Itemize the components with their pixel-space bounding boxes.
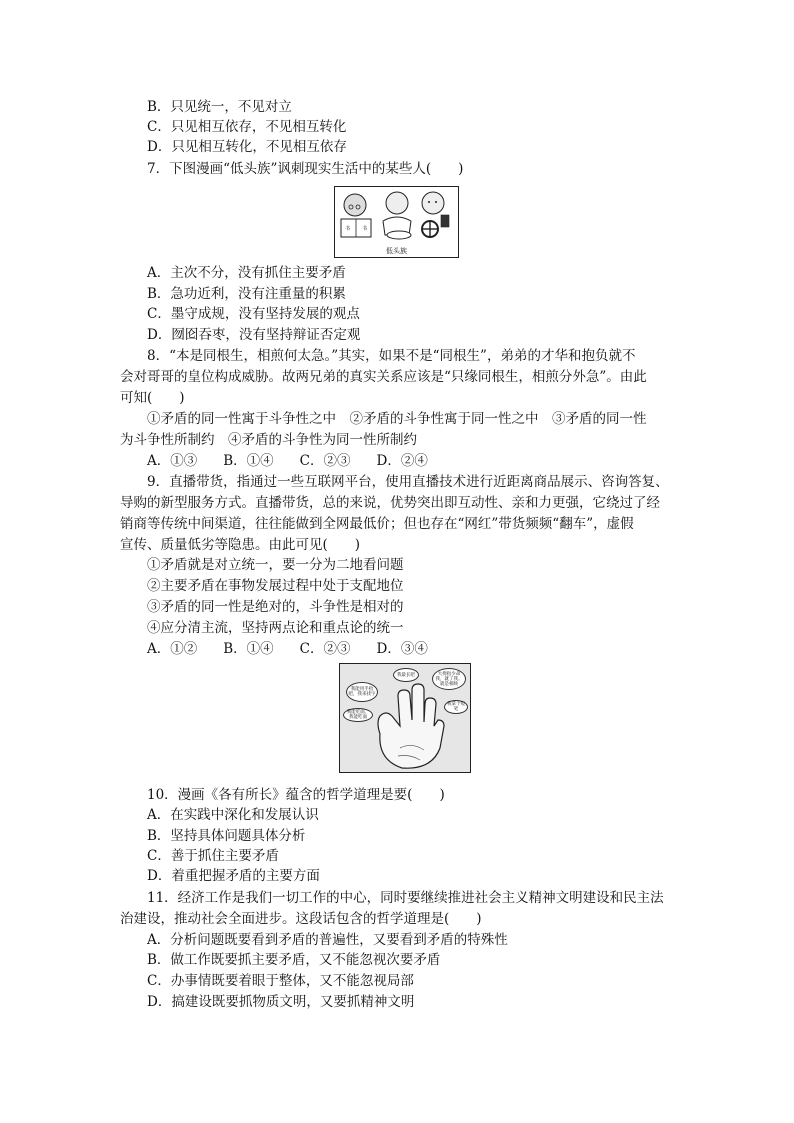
q7-option-c: C．墨守成规，没有坚持发展的观点 xyxy=(147,306,360,322)
q10-option-c: C．善于抓住主要矛盾 xyxy=(147,848,279,864)
q11-option-b: B．做工作既要抓主要矛盾，又不能忽视次要矛盾 xyxy=(147,952,441,968)
speech-bubble-middle: 我最长吧 xyxy=(393,668,419,682)
q9-item-3: ③矛盾的同一性是绝对的，斗争性是相对的 xyxy=(147,599,404,615)
q6-option-c: C．只见相互依存，不见相互转化 xyxy=(147,119,347,135)
q8-choice-d: D．②④ xyxy=(376,453,428,469)
book-label-right: 书 xyxy=(362,226,368,232)
q9-choices xyxy=(147,639,454,659)
q9-stem-line2: 导购的新型服务方式。直播带货，总的来说，优势突出即互动性、亲和力更强，它绕过了经 xyxy=(120,495,660,511)
q9-stem-line3: 销商等传统中间渠道，往往能做到全网最低价；但也存在“网红”带货频频“翻车”，虚假 xyxy=(120,516,634,532)
q8-items-line1: ①矛盾的同一性寓于斗争性之中 ②矛盾的斗争性寓于同一性之中 ③矛盾的同一性 xyxy=(147,411,647,427)
q9-stem-line1: 9．直播带货，指通过一些互联网平台，使用直播技术进行近距离商品展示、咨询答复、 xyxy=(147,474,669,490)
q9-item-4: ④应分清主流，坚持两点论和重点论的统一 xyxy=(147,620,404,636)
q11-option-d: D．搞建设既要抓物质文明，又要抓精神文明 xyxy=(147,994,415,1010)
q7-option-a: A．主次不分，没有抓住主要矛盾 xyxy=(147,265,346,281)
q8-stem-line1: 8．“本是同根生，相煎何太急。”其实，如果不是“同根生”，弟弟的才华和抱负就不 xyxy=(147,348,636,364)
q7-stem: 7．下图漫画“低头族”讽刺现实生活中的某些人( ) xyxy=(147,161,464,177)
each-has-strengths-cartoon xyxy=(339,663,471,773)
q11-stem-line1: 11．经济工作是我们一切工作的中心，同时要继续推进社会主义精神文明建设和民主法 xyxy=(147,890,664,906)
speech-bubble-thumb: 大拇指少命我，就了我。就是相映 xyxy=(432,668,466,690)
q8-choices xyxy=(147,451,454,471)
q9-stem-line4: 宣传、质量低劣等隐患。由此可见( ) xyxy=(120,537,361,553)
q10-option-d: D．着重把握矛盾的主要方面 xyxy=(147,868,320,884)
q10-stem: 10．漫画《各有所长》蕴含的哲学道理是要( ) xyxy=(147,787,445,803)
q10-option-b: B．坚持具体问题具体分析 xyxy=(147,828,306,844)
q9-choice-d: D．③④ xyxy=(376,641,428,657)
book-label-left: 书 xyxy=(345,226,351,232)
speech-bubble-ring: 我能吃面，我能吃面 xyxy=(343,708,373,722)
q8-stem-line3: 可知( ) xyxy=(120,390,185,406)
q9-choice-c: C．②③ xyxy=(299,641,351,657)
cartoon-caption: 低头族 xyxy=(386,247,407,255)
q9-item-2: ②主要矛盾在事物发展过程中处于支配地位 xyxy=(147,578,404,594)
speech-bubble-index: 我能用手指吧，我来找字 xyxy=(346,682,378,702)
q8-items-line2: 为斗争性所制约 ④矛盾的斗争性为同一性所制约 xyxy=(120,432,417,448)
q6-option-b: B．只见统一，不见对立 xyxy=(147,99,292,115)
q8-choice-c: C．②③ xyxy=(299,453,351,469)
q11-option-a: A．分析问题既要看到矛盾的普遍性，又要看到矛盾的特殊性 xyxy=(147,932,508,948)
q7-option-b: B．急功近利，没有注重量的积累 xyxy=(147,286,346,302)
q8-stem-line2: 会对哥哥的皇位构成威胁。故两兄弟的真实关系应该是“只缘同根生，相煎分外急”。由此 xyxy=(120,369,647,385)
q9-choice-b: B．①④ xyxy=(223,641,274,657)
q8-choice-b: B．①④ xyxy=(223,453,274,469)
q7-option-d: D．囫囵吞枣，没有坚持辩证否定观 xyxy=(147,327,361,343)
speech-bubble-pinky: 我拿个短笔 xyxy=(444,700,468,714)
q9-item-1: ①矛盾就是对立统一，要一分为二地看问题 xyxy=(147,557,404,573)
low-head-cartoon xyxy=(334,186,459,258)
q6-option-d: D．只见相互转化，不见相互依存 xyxy=(147,139,347,155)
q8-choice-a: A．①③ xyxy=(147,453,198,469)
q10-option-a: A．在实践中深化和发展认识 xyxy=(147,807,319,823)
q11-stem-line2: 治建设，推动社会全面进步。这段话包含的哲学道理是( ) xyxy=(120,911,482,927)
q11-option-c: C．办事情既要着眼于整体，又不能忽视局部 xyxy=(147,973,414,989)
q9-choice-a: A．①② xyxy=(147,641,198,657)
